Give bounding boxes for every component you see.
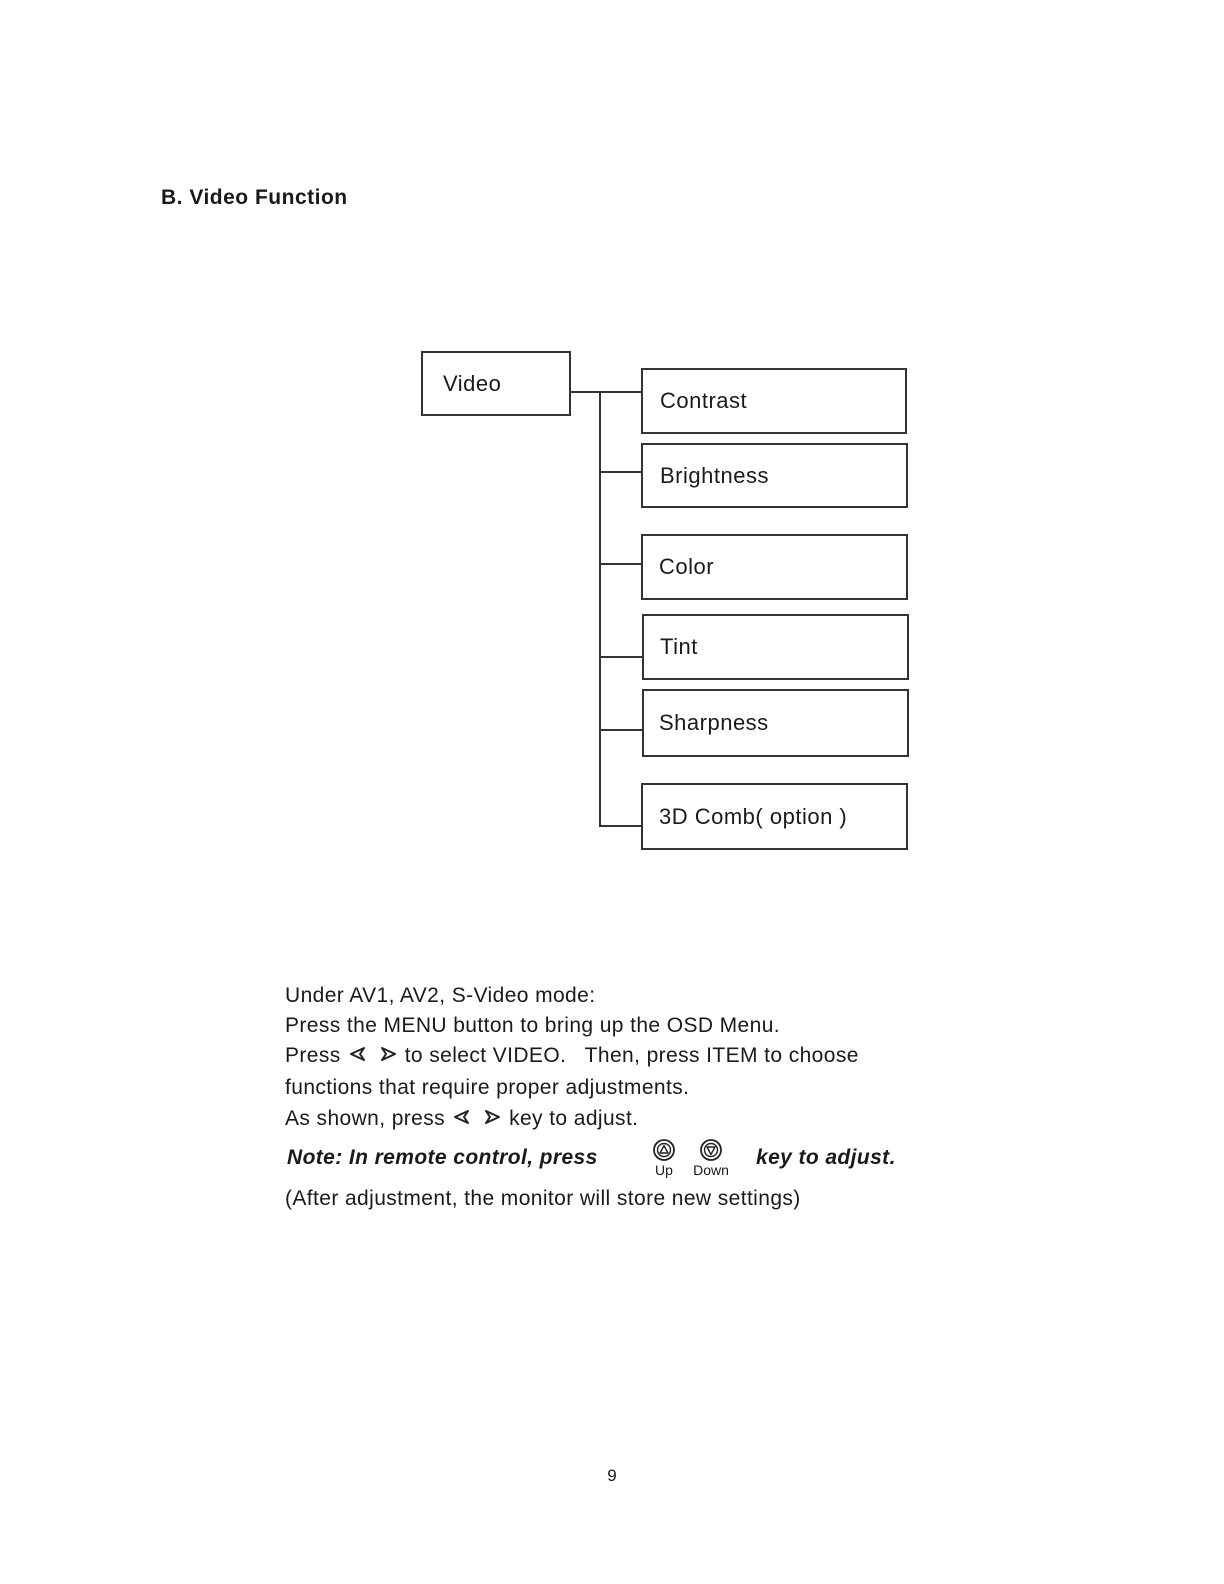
right-arrow-icon [483,1107,501,1131]
connector-trunk [599,391,601,827]
page-number: 9 [607,1466,617,1485]
connector-branch-color [599,563,643,565]
instruction-line-select [285,1044,859,1068]
instruction-line-mode: Under AV1, AV2, S-Video mode: [285,984,596,1007]
connector-branch-brightness [599,471,643,473]
up-key-icon [652,1138,676,1162]
connector-root-horizontal [571,391,643,393]
connector-branch-tint [599,656,643,658]
left-arrow-icon [349,1044,367,1068]
remote-note: Note: In remote control, press [287,1146,598,1169]
menu-box-color: Color [641,534,908,600]
menu-box-brightness: Brightness [641,443,908,508]
closing-note: (After adjustment, the monitor will store new settings) [285,1187,801,1210]
menu-box-3d-comb: 3D Comb( option ) [641,783,908,850]
section-heading: B. Video Function [161,186,348,209]
instruction-as-shown-label: As shown, press [285,1107,446,1130]
menu-box-tint: Tint [642,614,909,680]
instruction-select-text: to select VIDEO. Then, press ITEM to choose [404,1044,859,1067]
instruction-line-menu: Press the MENU button to bring up the OSD Menu. [285,1014,781,1037]
remote-note-end: key to adjust. [756,1146,896,1169]
connector-branch-sharpness [599,729,643,731]
connector-branch-3dcomb [599,825,643,827]
remote-up-key [639,1138,689,1177]
up-key-label: Up [655,1162,673,1178]
menu-box-contrast: Contrast [641,368,907,434]
instruction-line-functions: functions that require proper adjustments. [285,1076,690,1099]
remote-down-key [686,1138,736,1177]
left-arrow-icon [453,1107,471,1131]
down-key-icon [699,1138,723,1162]
menu-box-video: Video [421,351,571,416]
instruction-press-label: Press [285,1044,341,1067]
down-key-label: Down [693,1162,729,1178]
menu-box-sharpness: Sharpness [642,689,909,757]
instruction-key-adjust-text: key to adjust. [509,1107,639,1130]
instruction-line-adjust [285,1107,638,1131]
right-arrow-icon [379,1044,397,1068]
